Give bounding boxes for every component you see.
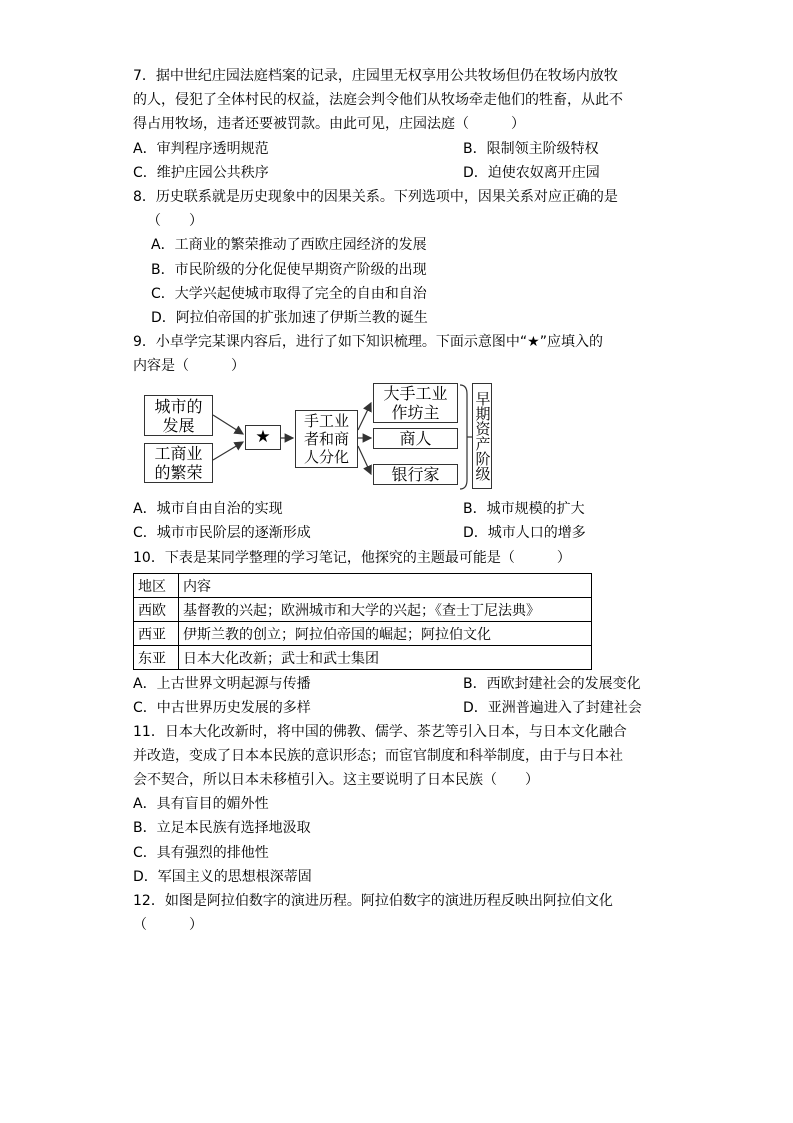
q9-option-a: A．城市自由自治的实现 — [133, 501, 283, 517]
box-early-bourgeoisie — [472, 383, 492, 489]
box-star — [245, 425, 281, 450]
q10-option-d: D．亚洲普遍进入了封建社会 — [463, 700, 642, 716]
box-city-development — [144, 395, 213, 436]
box-commerce-prosperity-line-1: 工商业 — [154, 444, 203, 463]
box-workshop-owners-line-1: 大手工业 — [383, 384, 448, 403]
table-header-region: 地区 — [134, 574, 179, 598]
q12-stem-line-1: 12．如图是阿拉伯数字的演进历程。阿拉伯数字的演进历程反映出阿拉伯文化 — [133, 893, 613, 909]
q11-option-d: D．军国主义的思想根深蒂固 — [133, 869, 312, 885]
q11-option-b: B．立足本民族有选择地汲取 — [133, 820, 311, 836]
q10-stem: 10．下表是某同学整理的学习笔记，他探究的主题最可能是（ ） — [133, 550, 571, 566]
q8-option-a: A．工商业的繁荣推动了西欧庄园经济的发展 — [151, 237, 427, 253]
q9-stem-line-2: 内容是（ ） — [133, 358, 245, 374]
q11-option-a: A．具有盲目的媚外性 — [133, 796, 269, 812]
q9-stem-line-1: 9．小卓学完某课内容后，进行了如下知识梳理。下面示意图中“★”应填入的 — [133, 334, 603, 350]
table-cell-region: 西亚 — [134, 622, 179, 646]
box-differentiation-line-3: 人分化 — [303, 448, 349, 466]
table-header-content: 内容 — [179, 574, 592, 598]
q8-stem-line-2: （ ） — [147, 213, 203, 229]
q8-option-b: B．市民阶级的分化促使早期资产阶级的出现 — [151, 262, 427, 278]
table-row — [134, 622, 592, 646]
table-cell-content: 日本大化改新；武士和武士集团 — [179, 646, 592, 670]
q9-option-d: D．城市人口的增多 — [463, 525, 586, 541]
q11-stem-line-1: 11．日本大化改新时，将中国的佛教、儒学、茶艺等引入日本，与日本文化融合 — [133, 724, 627, 740]
q7-option-d: D．迫使农奴离开庄园 — [463, 165, 600, 181]
star-icon: ★ — [255, 427, 271, 447]
table-cell-region: 西欧 — [134, 598, 179, 622]
q8-option-d: D．阿拉伯帝国的扩张加速了伊斯兰教的诞生 — [151, 310, 428, 326]
box-bankers — [373, 464, 458, 485]
table-row — [134, 646, 592, 670]
q10-option-a: A．上古世界文明起源与传播 — [133, 676, 311, 692]
q10-option-c: C．中古世界历史发展的多样 — [133, 700, 311, 716]
q9-option-c: C．城市市民阶层的逐渐形成 — [133, 525, 311, 541]
q7-stem-line-2: 的人，侵犯了全体村民的权益，法庭会判令他们从牧场牵走他们的牲畜，从此不 — [133, 92, 623, 108]
q11-option-c: C．具有强烈的排他性 — [133, 845, 269, 861]
q8-option-c: C．大学兴起使城市取得了完全的自由和自治 — [151, 286, 427, 302]
q7-option-c: C．维护庄园公共秩序 — [133, 165, 269, 181]
box-bankers-label: 银行家 — [391, 465, 440, 484]
q12-stem-line-2: （ ） — [133, 917, 203, 933]
q8-stem-line-1: 8．历史联系就是历史现象中的因果关系。下列选项中，因果关系对应正确的是 — [133, 189, 618, 205]
box-workshop-owners-line-2: 作坊主 — [391, 403, 440, 422]
box-differentiation — [295, 410, 358, 468]
box-merchants — [373, 428, 458, 449]
box-commerce-prosperity-line-2: 的繁荣 — [154, 463, 203, 482]
table-header-row — [134, 574, 592, 598]
q9-option-b: B．城市规模的扩大 — [463, 501, 585, 517]
q10-option-b: B．西欧封建社会的发展变化 — [463, 676, 641, 692]
table-row — [134, 598, 592, 622]
box-differentiation-line-2: 者和商 — [303, 430, 349, 448]
q7-stem-line-3: 得占用牧场，违者还要被罚款。由此可见，庄园法庭（ ） — [133, 116, 525, 132]
box-city-development-line-1: 城市的 — [154, 396, 203, 416]
box-merchants-label: 商人 — [399, 429, 432, 448]
box-commerce-prosperity — [144, 443, 213, 483]
q7-option-b: B．限制领主阶级特权 — [463, 141, 599, 157]
q7-option-a: A．审判程序透明规范 — [133, 141, 269, 157]
box-city-development-line-2: 发展 — [162, 415, 195, 435]
box-workshop-owners — [373, 383, 458, 423]
table-cell-content: 基督教的兴起；欧洲城市和大学的兴起；《查士丁尼法典》 — [179, 598, 592, 622]
box-early-bourgeoisie-label: 早期资产阶级 — [473, 391, 492, 481]
q11-stem-line-2: 并改造，变成了日本本民族的意识形态；而宦官制度和科举制度，由于与日本社 — [133, 748, 623, 764]
q10-notes-table — [133, 573, 592, 670]
table-cell-content: 伊斯兰教的创立；阿拉伯帝国的崛起；阿拉伯文化 — [179, 622, 592, 646]
q7-stem-line-1: 7．据中世纪庄园法庭档案的记录，庄园里无权享用公共牧场但仍在牧场内放牧 — [133, 68, 618, 84]
diagram-arrows — [0, 0, 793, 500]
table-cell-region: 东亚 — [134, 646, 179, 670]
q11-stem-line-3: 会不契合，所以日本未移植引入。这主要说明了日本民族（ ） — [133, 772, 539, 788]
box-differentiation-line-1: 手工业 — [303, 412, 349, 430]
